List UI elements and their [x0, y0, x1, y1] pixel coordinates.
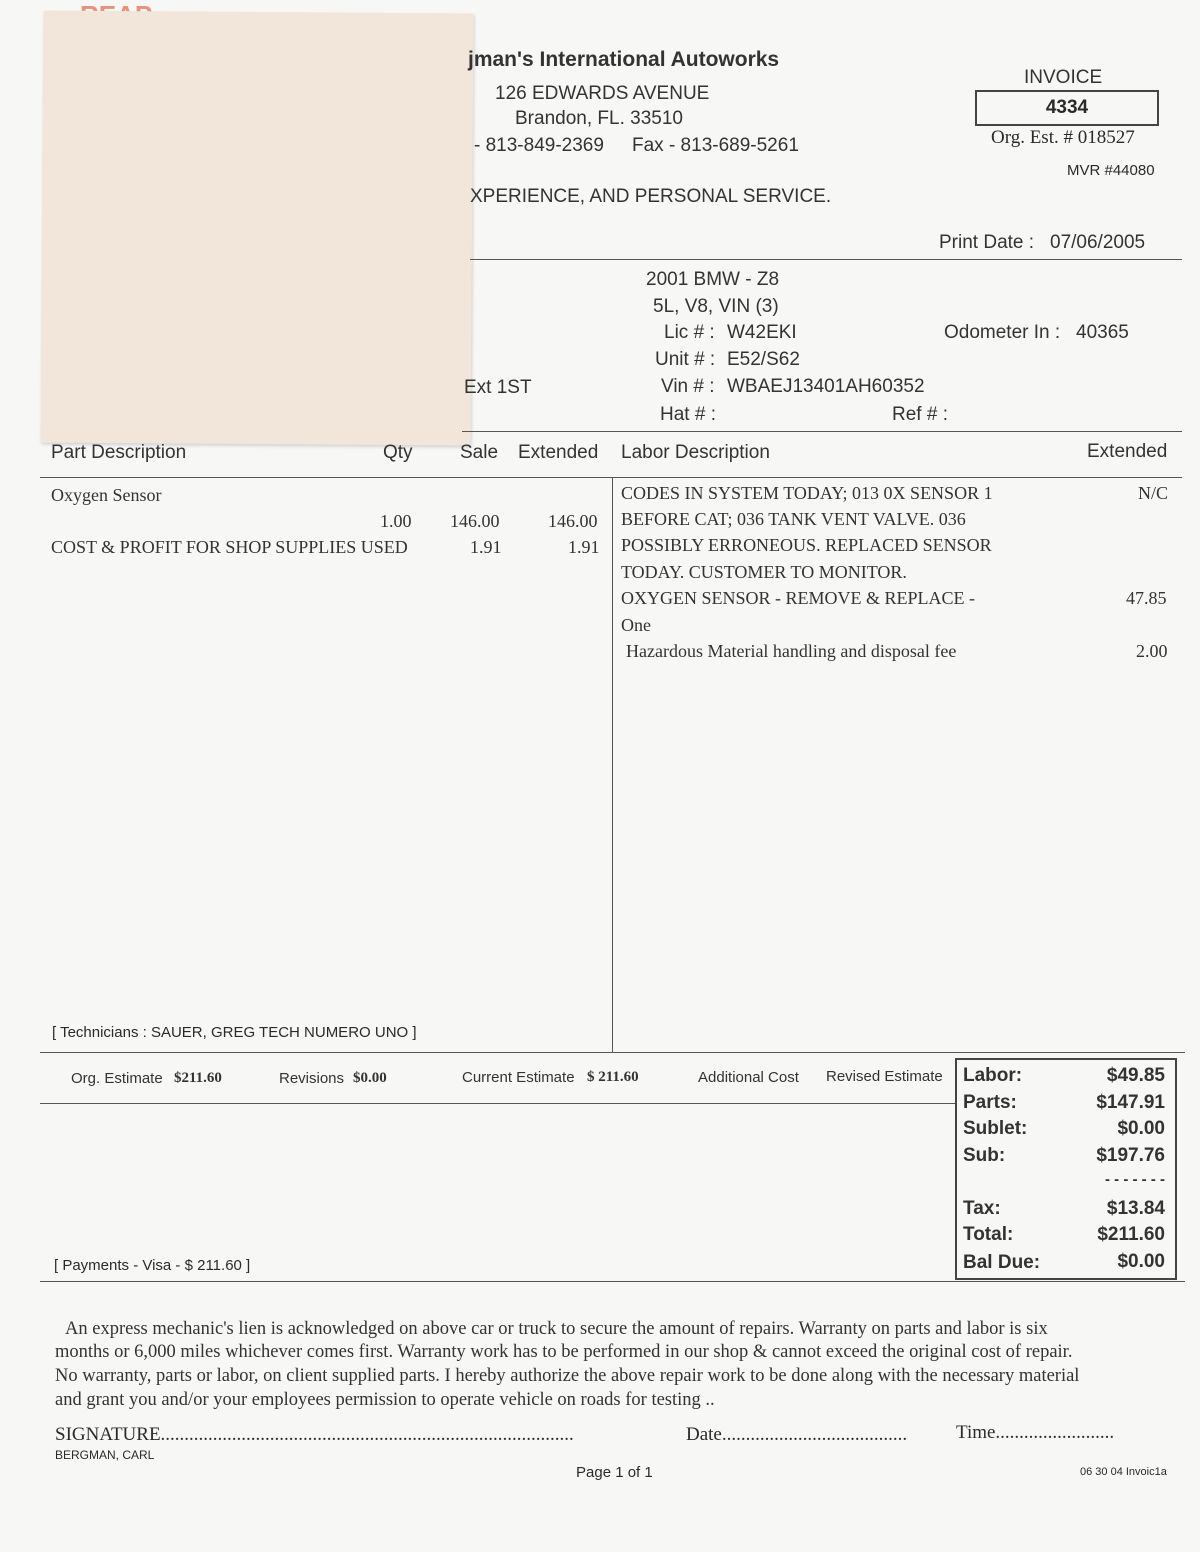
revised-estimate-label: Revised Estimate	[826, 1068, 943, 1085]
labor-amount: 2.00	[1136, 641, 1168, 661]
total-label-bal-due: Bal Due:	[963, 1252, 1041, 1273]
ref-label: Ref # :	[892, 404, 948, 425]
total-value-total: $211.60	[1097, 1224, 1165, 1245]
odometer-value: 40365	[1076, 322, 1129, 343]
table-column-divider	[612, 478, 613, 1053]
lic-value: W42EKI	[727, 322, 797, 343]
total-label-labor: Labor:	[963, 1065, 1023, 1086]
total-label-parts: Parts:	[963, 1092, 1017, 1113]
signer-name: BERGMAN, CARL	[55, 1448, 155, 1462]
org-estimate-value: $211.60	[174, 1070, 222, 1086]
labor-amount: N/C	[1138, 483, 1169, 503]
shop-address: 126 EDWARDS AVENUE	[495, 83, 710, 104]
unit-label: Unit # :	[655, 349, 716, 370]
revisions-label: Revisions	[279, 1070, 345, 1087]
table-bottom-divider	[40, 1052, 1185, 1053]
legal-text-line: and grant you and/or your employees permission to operate vehicle on roads for testing ..	[55, 1390, 715, 1410]
totals-dash-separator: - - - - - - -	[1105, 1171, 1165, 1188]
legal-text-line: An express mechanic's lien is acknowledged on above car or truck to secure the amount of repairs. Warranty on parts and labor is six	[65, 1319, 1048, 1339]
part-row-extended: 1.91	[568, 537, 600, 557]
additional-cost-label: Additional Cost	[698, 1069, 799, 1086]
labor-line: One	[621, 615, 651, 635]
form-code: 06 30 04 Invoic1a	[1080, 1466, 1167, 1478]
hat-label: Hat # :	[660, 404, 716, 425]
col-part-description: Part Description	[51, 442, 187, 463]
vehicle-divider	[462, 431, 1182, 432]
total-label-sub: Sub:	[963, 1145, 1006, 1166]
vehicle-model: 2001 BMW - Z8	[646, 269, 780, 290]
total-value-bal-due: $0.00	[1117, 1251, 1165, 1272]
lic-label: Lic # :	[664, 322, 715, 343]
payments-divider	[40, 1281, 1185, 1282]
sticky-note	[40, 11, 473, 446]
total-label-sublet: Sublet:	[963, 1118, 1028, 1139]
payments-line: [ Payments - Visa - $ 211.60 ]	[54, 1257, 251, 1274]
col-extended: Extended	[518, 442, 599, 463]
header-divider	[470, 259, 1182, 260]
part-row-sale: 146.00	[450, 511, 500, 531]
labor-line: CODES IN SYSTEM TODAY; 013 0X SENSOR 1	[621, 483, 993, 503]
shop-name: jman's International Autoworks	[468, 48, 780, 71]
revisions-value: $0.00	[353, 1070, 387, 1086]
total-value-sublet: $0.00	[1117, 1118, 1165, 1139]
total-value-parts: $147.91	[1096, 1092, 1165, 1113]
part-row-qty: 1.91	[470, 537, 502, 557]
vin-value: WBAEJ13401AH60352	[727, 376, 925, 397]
print-date-label: Print Date :	[939, 232, 1035, 253]
legal-text-line: No warranty, parts or labor, on client supplied parts. I hereby authorize the above repair work to be done along with the necessary material	[55, 1366, 1080, 1386]
labor-line: POSSIBLY ERRONEOUS. REPLACED SENSOR	[621, 535, 992, 555]
page-number: Page 1 of 1	[576, 1464, 653, 1481]
invoice-label: INVOICE	[1024, 67, 1103, 88]
invoice-number: 4334	[975, 90, 1159, 126]
legal-text-line: months or 6,000 miles whichever comes first. Warranty work has to be performed in our shop & cannot exceed the original cost of repair.	[55, 1342, 1073, 1362]
labor-amount: 47.85	[1126, 588, 1167, 608]
part-row-desc: COST & PROFIT FOR SHOP SUPPLIES USED	[51, 537, 408, 557]
estimate-divider	[40, 1103, 955, 1104]
shop-slogan: XPERIENCE, AND PERSONAL SERVICE.	[470, 186, 832, 207]
labor-line: OXYGEN SENSOR - REMOVE & REPLACE -	[621, 588, 976, 608]
table-header-divider	[40, 477, 1182, 478]
date-field[interactable]: Date.......................................	[686, 1424, 908, 1445]
vehicle-engine: 5L, V8, VIN (3)	[653, 296, 779, 317]
org-estimate-label: Org. Estimate	[71, 1070, 163, 1087]
signature-field[interactable]: SIGNATURE.......................................................................................	[55, 1424, 574, 1445]
current-estimate-label: Current Estimate	[462, 1069, 575, 1086]
shop-fax: Fax - 813-689-5261	[632, 135, 799, 156]
vin-label: Vin # :	[661, 376, 715, 397]
unit-value: E52/S62	[727, 349, 800, 370]
org-est-number: Org. Est. # 018527	[991, 127, 1135, 148]
print-date: 07/06/2005	[1050, 232, 1146, 253]
time-field[interactable]: Time.........................	[956, 1422, 1115, 1443]
col-labor-description: Labor Description	[621, 442, 770, 463]
total-value-sub: $197.76	[1096, 1145, 1165, 1166]
total-label-tax: Tax:	[963, 1198, 1001, 1219]
phone-ext: Ext 1ST	[464, 377, 532, 398]
labor-line: BEFORE CAT; 036 TANK VENT VALVE. 036	[621, 509, 966, 529]
total-value-tax: $13.84	[1106, 1198, 1165, 1219]
total-label-total: Total:	[963, 1224, 1014, 1245]
shop-phone: - 813-849-2369	[474, 135, 604, 156]
col-sale: Sale	[460, 442, 499, 463]
col-qty: Qty	[383, 442, 413, 463]
part-row-desc: Oxygen Sensor	[51, 485, 162, 505]
part-row-extended: 146.00	[548, 511, 598, 531]
odometer-label: Odometer In :	[944, 322, 1061, 343]
total-value-labor: $49.85	[1106, 1065, 1165, 1086]
current-estimate-value: $ 211.60	[587, 1069, 639, 1085]
part-row-qty: 1.00	[380, 511, 412, 531]
col-labor-extended: Extended	[1087, 441, 1168, 462]
technicians-line: [ Technicians : SAUER, GREG TECH NUMERO UNO ]	[52, 1024, 417, 1041]
labor-line: TODAY. CUSTOMER TO MONITOR.	[621, 562, 907, 582]
mvr-number: MVR #44080	[1067, 162, 1155, 179]
labor-line: Hazardous Material handling and disposal fee	[626, 641, 957, 661]
shop-city: Brandon, FL. 33510	[515, 108, 683, 129]
